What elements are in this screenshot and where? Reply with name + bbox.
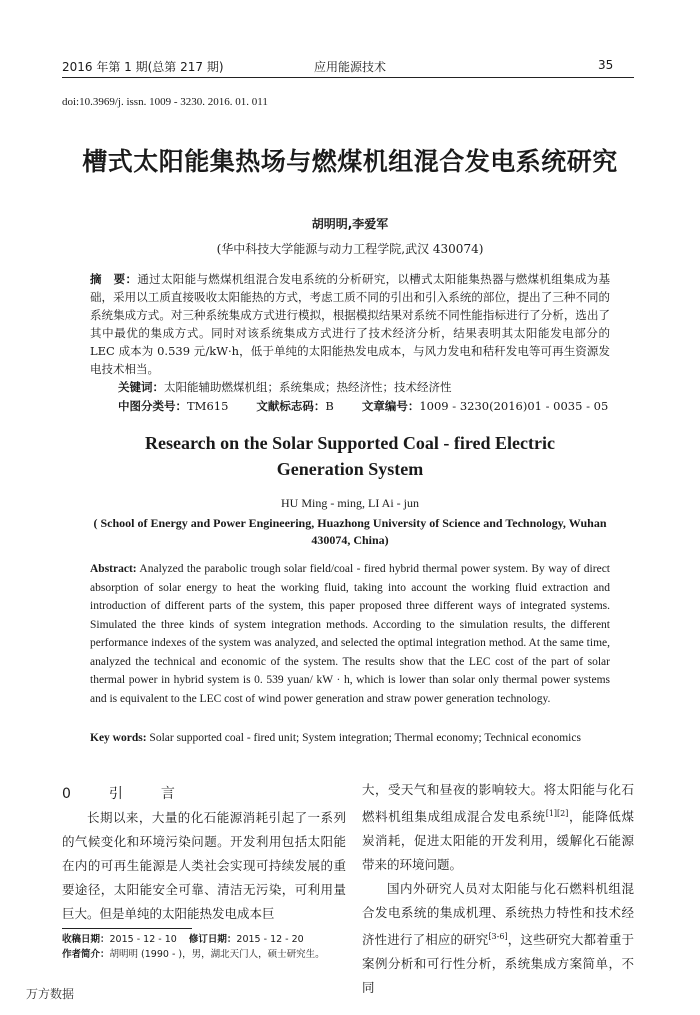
intro-text: 大，受天气和昼夜的影响较大。将太阳能与化石燃料机组集成组成混合发电系统 — [362, 782, 634, 825]
title-english-line1: Research on the Solar Supported Coal - fired Electric — [145, 433, 555, 453]
footnote-author — [62, 947, 352, 962]
intro-paragraph-right-1 — [362, 778, 634, 877]
doi: doi:10.3969/j. issn. 1009 - 3230. 2016. 01. 011 — [62, 96, 268, 108]
keywords-english-label: Key words: — [90, 732, 147, 744]
title-english — [0, 430, 700, 482]
intro-paragraph-left: 长期以来，大量的化石能源消耗引起了一系列的气候变化和环境污染问题。开发利用包括太阳能在内的可再生能源是人类社会实现可持续发展的重要途径，太阳能安全可靠、清洁无污染，可利用量巨大。但是单纯的太阳能热发电成本巨 — [62, 810, 346, 921]
intro-text: ，这些研究大都着重于案例分析和可行性分析，系统集成方案简单，不同 — [362, 932, 634, 996]
doc-code-label: 文献标志码： — [256, 399, 326, 413]
body-left-column — [62, 782, 346, 926]
watermark: 万方数据 — [26, 987, 75, 1001]
header-issue: 2016 年第 1 期(总第 217 期) — [62, 60, 224, 74]
keywords-english-text: Solar supported coal - fired unit; System integration; Thermal economy; Technical economics — [146, 732, 581, 744]
affiliation-english: ( School of Energy and Power Engineering, Huazhong University of Science and Technology, Wuhan 430074, China) — [93, 516, 607, 547]
received-date: 2015 - 12 - 10 — [109, 934, 177, 945]
citation-ref: [1][2] — [545, 809, 569, 818]
authors-english: HU Ming - ming, LI Ai - jun — [281, 496, 419, 510]
keywords-chinese-text: 太阳能辅助燃煤机组；系统集成；热经济性；技术经济性 — [164, 380, 452, 394]
footnotes — [62, 932, 352, 962]
intro-text: 国内外研究人员对太阳能与化石燃料机组混合发电系统的集成机理、系统热力特性和技术经济性进行了相应的研究 — [362, 881, 634, 948]
header-page-number: 35 — [598, 58, 614, 72]
keywords-english — [90, 729, 610, 748]
article-number-value: 1009 - 3230(2016)01 - 0035 - 05 — [419, 399, 609, 413]
title-english-line2: Generation System — [276, 459, 424, 479]
received-label: 收稿日期： — [62, 934, 110, 945]
abstract-english-label: Abstract: — [90, 563, 137, 575]
abstract-chinese — [90, 270, 610, 378]
abstract-english-text: Analyzed the parabolic trough solar field/coal - fired hybrid thermal power system. By way of direct absorption of solar energy to heat the working fluid, taking into account the working fluid extraction and introduction of different parts of the system, this paper proposed three different ways of integrated systems. Simulated the three kinds of system integration methods. According to the simulation results, the different performance indexes of the system was analyzed, and selected the optimal integration method. At the same time, analyzed the technical and economic of the system. The results show that the LEC cost of the part of solar thermal power in hybrid system is 0. 539 yuan/ kW · h, which is lower than solar only thermal power systems and is equivalent to the LEC cost of wind power generation and straw power generation technology. — [90, 563, 610, 705]
author-bio-label: 作者简介： — [62, 949, 110, 960]
revised-label: 修订日期： — [188, 934, 237, 945]
keywords-chinese-label: 关键词： — [118, 380, 164, 394]
revised-date: 2015 - 12 - 20 — [236, 934, 304, 945]
abstract-chinese-label: 摘 要： — [90, 272, 138, 286]
affiliation-chinese: (华中科技大学能源与动力工程学院,武汉 430074) — [216, 242, 484, 256]
footnote-dates — [62, 932, 352, 947]
intro-text: ，能降低煤炭消耗，促进太阳能的开发利用，缓解化石能源带来的环境问题。 — [362, 809, 634, 873]
abstract-chinese-text: 通过太阳能与燃煤机组混合发电系统的分析研究，以槽式太阳能集热器与燃煤机组集成为基础，采用以工质直接吸收太阳能热的方式，考虑工质不同的引出和引入系统的部位，提出了三种不同的系统集成方式。对三种系统集成方式进行模拟，根据模拟结果对系统不同性能指标进行了分析，选出了其中最优的集成方式。同时对该系统集成方式进行了技术经济分析，结果表明其太阳能发电部分的 LEC 成本为 0.539 元/kW·h，低于单纯的太阳能热发电成本，与风力发电和秸秆发电等可再生资源发电技术相当。 — [90, 272, 611, 376]
abstract-english — [90, 560, 610, 708]
classification-line — [118, 398, 608, 414]
author-bio: 胡明明 (1990 - )，男，湖北天门人，硕士研究生。 — [109, 949, 325, 960]
keywords-chinese — [118, 379, 452, 395]
authors-chinese: 胡明明,李爱军 — [311, 217, 389, 231]
intro-paragraph-right-2 — [362, 877, 634, 1000]
footnote-divider — [62, 928, 192, 929]
body-right-column — [362, 778, 634, 1000]
header-divider — [62, 77, 634, 78]
article-number-label: 文章编号： — [361, 399, 420, 413]
clc-value: TM615 — [187, 399, 229, 413]
title-chinese: 槽式太阳能集热场与燃煤机组混合发电系统研究 — [82, 147, 618, 176]
clc-label: 中图分类号： — [118, 399, 187, 413]
citation-ref: [3-6] — [488, 932, 508, 942]
section-heading: 0 引 言 — [62, 786, 187, 802]
doc-code-value: B — [325, 399, 334, 413]
header-journal: 应用能源技术 — [313, 60, 386, 74]
